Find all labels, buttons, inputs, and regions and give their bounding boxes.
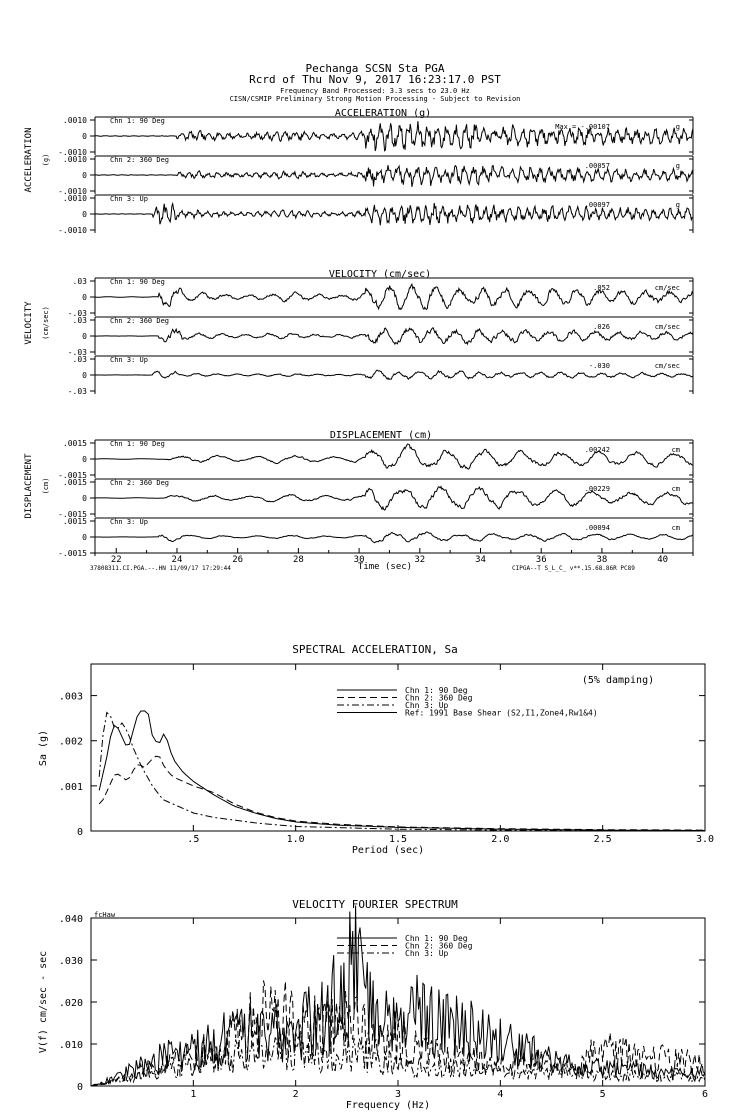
channel-label: Chn 3: Up [110, 195, 148, 203]
acceleration-panel [24, 108, 693, 235]
peak-unit: cm [671, 446, 680, 454]
sa-y-tick-label: .002 [58, 736, 83, 748]
time-tick-label: 22 [110, 555, 122, 565]
fs-x-tick-label: 5 [599, 1089, 606, 1100]
velocity-side-label: VELOCITY [24, 301, 34, 345]
y-tick-label-bottom: -.0015 [58, 471, 87, 480]
peak-value: -.030 [588, 362, 610, 370]
sa-plot-frame [91, 664, 705, 831]
y-tick-label-top: .0010 [62, 155, 87, 164]
y-tick-label-bottom: -.03 [67, 348, 87, 357]
y-tick-label-bottom: -.0010 [58, 148, 87, 157]
y-tick-label-zero: 0 [82, 533, 87, 542]
peak-unit: g [675, 162, 680, 170]
fs-y-tick-label: .030 [58, 956, 83, 967]
y-tick-label-top: .03 [72, 277, 87, 286]
station-title: Pechanga SCSN Sta PGA [305, 62, 445, 75]
displacement-side-label: DISPLACEMENT [24, 453, 34, 519]
sa-series-line [99, 756, 705, 830]
fs-y-axis-label: V(f) cm/sec - sec [38, 950, 49, 1054]
y-tick-label-bottom: -.0015 [58, 549, 87, 558]
peak-unit: g [675, 123, 680, 131]
fs-title: VELOCITY FOURIER SPECTRUM [292, 898, 458, 911]
footer-right-id: CIPGA--T S_L_C_ v**.15.68.86R PC89 [512, 565, 635, 572]
velocity-title: VELOCITY (cm/sec) [328, 269, 432, 280]
sa-x-tick-label: 1.5 [388, 834, 408, 845]
fs-x-tick-label: 4 [497, 1089, 504, 1100]
time-tick-label: 40 [657, 555, 669, 565]
sa-legend-label: Chn 1: 90 Deg [405, 686, 468, 695]
sa-x-tick-label: 2.5 [593, 834, 612, 845]
y-tick-label-top: .0015 [62, 478, 87, 487]
y-tick-label-top: .0010 [62, 194, 87, 203]
sa-legend-label: Ref: 1991 Base Shear (S2,I1,Zone4,Rw1&4) [405, 708, 598, 718]
sa-legend-label: Chn 3: Up [405, 701, 449, 710]
peak-value: .00229 [584, 485, 610, 493]
channel-label: Chn 1: 90 Deg [110, 440, 165, 448]
peak-unit: cm/sec [654, 362, 680, 370]
fs-y-tick-label: .020 [58, 998, 83, 1009]
accel-side-label: ACCELERATION [24, 127, 34, 193]
fs-legend-label: Chn 2: 360 Deg [405, 941, 473, 951]
sa-y-axis-label: Sa (g) [38, 729, 49, 767]
fs-y-tick-label: .040 [58, 914, 83, 925]
peak-value: .00097 [584, 201, 610, 209]
y-tick-label-zero: 0 [82, 332, 87, 341]
y-tick-label-bottom: -.03 [67, 387, 87, 396]
record-title: Rcrd of Thu Nov 9, 2017 16:23:17.0 PST [249, 73, 501, 86]
sa-x-axis-label: Period (sec) [351, 845, 425, 856]
footer-left-id: 37808311.CI.PGA.--.HN 11/09/17 17:29:44 [90, 565, 231, 572]
displacement-title: DISPLACEMENT (cm) [329, 430, 433, 441]
fs-y-tick-label: 0 [76, 1082, 83, 1093]
y-tick-label-top: .03 [72, 316, 87, 325]
waveform-trace [95, 370, 693, 379]
y-tick-label-zero: 0 [82, 371, 87, 380]
peak-value: Max = -.00107 [555, 123, 610, 131]
channel-label: Chn 1: 90 Deg [110, 117, 165, 125]
sa-legend-label: Chn 2: 360 Deg [405, 693, 473, 703]
peak-value: .00242 [584, 446, 610, 454]
waveform-trace [95, 532, 693, 543]
time-axis-label: Time (sec) [357, 562, 413, 572]
peak-value: .00057 [584, 162, 610, 170]
y-tick-label-zero: 0 [82, 455, 87, 464]
sa-x-tick-label: 2.0 [491, 834, 510, 845]
fs-legend-label: Chn 1: 90 Deg [405, 934, 468, 943]
accel-title: ACCELERATION (g) [334, 108, 432, 119]
channel-label: Chn 2: 360 Deg [110, 317, 170, 325]
time-tick-label: 38 [596, 555, 608, 565]
sa-x-tick-label: 1.0 [286, 834, 305, 845]
fs-series-line [91, 1032, 705, 1086]
time-tick-label: 26 [232, 555, 244, 565]
y-tick-label-top: .0015 [62, 517, 87, 526]
y-tick-label-zero: 0 [82, 171, 87, 180]
fs-x-tick-label: 6 [701, 1089, 709, 1100]
peak-value: .052 [593, 284, 610, 292]
peak-unit: g [675, 201, 680, 209]
y-tick-label-bottom: -.0010 [58, 226, 87, 235]
sa-x-tick-label: .5 [187, 834, 200, 845]
velocity-unit-label: (cm/sec) [42, 306, 50, 340]
displacement-unit-label: (cm) [42, 477, 50, 495]
sa-y-tick-label: .003 [58, 691, 83, 703]
y-tick-label-zero: 0 [82, 293, 87, 302]
channel-label: Chn 3: Up [110, 356, 148, 364]
sa-series-line [99, 713, 705, 831]
sa-y-tick-label: .001 [58, 781, 83, 793]
peak-value: .026 [593, 323, 610, 331]
fs-corner-label: fcHaw [94, 911, 116, 919]
time-tick-label: 34 [475, 555, 486, 565]
fourier-spectrum-chart [38, 898, 708, 1111]
channel-label: Chn 2: 360 Deg [110, 156, 170, 164]
fs-x-tick-label: 3 [394, 1089, 402, 1100]
y-tick-label-top: .03 [72, 355, 87, 364]
time-tick-label: 30 [353, 555, 365, 565]
accel-unit-label: (g) [42, 153, 50, 167]
time-tick-label: 36 [535, 555, 547, 565]
sa-title: SPECTRAL ACCELERATION, Sa [292, 643, 458, 656]
y-tick-label-top: .0015 [62, 439, 87, 448]
time-tick-label: 24 [171, 555, 183, 565]
band-note: Frequency Band Processed: 3.3 secs to 23.0 Hz [280, 87, 470, 95]
time-tick-label: 32 [414, 555, 426, 565]
fs-x-tick-label: 2 [292, 1089, 299, 1100]
y-tick-label-top: .0010 [62, 116, 87, 125]
y-tick-label-bottom: -.03 [67, 309, 87, 318]
fs-x-tick-label: 1 [190, 1089, 197, 1100]
peak-unit: cm/sec [654, 284, 680, 292]
velocity-panel [24, 269, 693, 396]
y-tick-label-zero: 0 [82, 210, 87, 219]
sa-y-tick-label: 0 [76, 827, 83, 838]
fs-y-tick-label: .010 [58, 1040, 83, 1051]
time-tick-label: 28 [292, 555, 304, 565]
sa-damping-note: (5% damping) [581, 675, 655, 686]
displacement-panel [24, 430, 693, 558]
fs-x-axis-label: Frequency (Hz) [345, 1100, 431, 1111]
peak-unit: cm [671, 524, 680, 532]
sa-series-line [99, 708, 705, 831]
y-tick-label-zero: 0 [82, 494, 87, 503]
peak-value: .00094 [584, 524, 610, 532]
y-tick-label-zero: 0 [82, 132, 87, 141]
sa-x-tick-label: 3.0 [695, 834, 715, 845]
peak-unit: cm/sec [654, 323, 680, 331]
spectral-acceleration-chart [38, 643, 714, 856]
channel-label: Chn 1: 90 Deg [110, 278, 165, 286]
peak-unit: cm [671, 485, 680, 493]
channel-label: Chn 3: Up [110, 518, 148, 526]
fs-legend-label: Chn 3: Up [405, 949, 449, 958]
processing-notice: CISN/CSMIP Preliminary Strong Motion Processing - Subject to Revision [229, 95, 521, 103]
y-tick-label-bottom: -.0010 [58, 187, 87, 196]
y-tick-label-bottom: -.0015 [58, 510, 87, 519]
channel-label: Chn 2: 360 Deg [110, 479, 170, 487]
